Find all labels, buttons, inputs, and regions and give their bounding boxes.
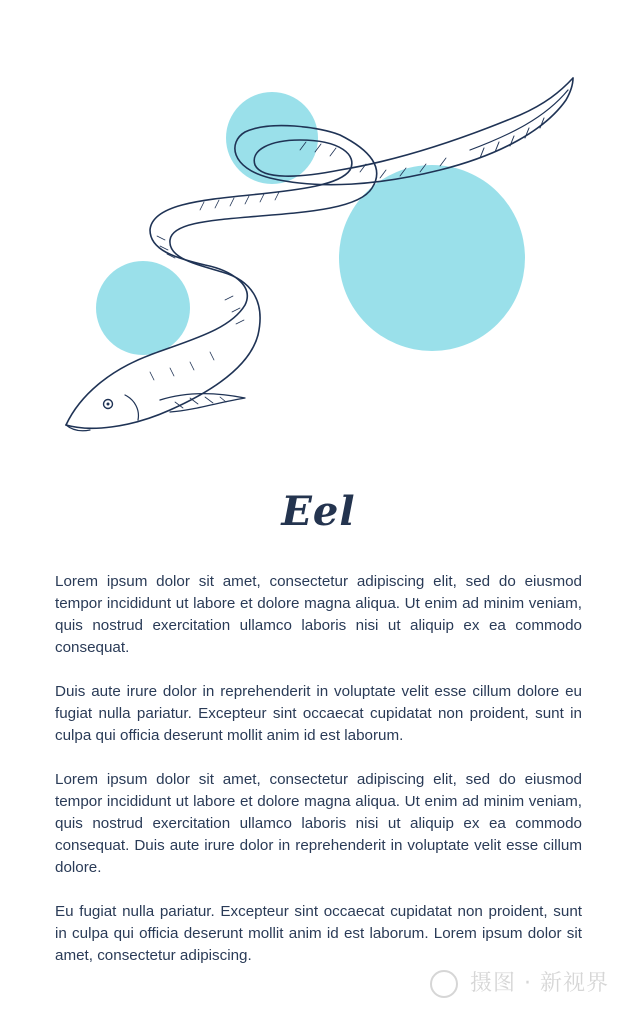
paragraph-2: Duis aute irure dolor in reprehenderit in voluptate velit esse cillum dolore eu fugiat nulla pariatur. Excepteur sint occaecat cupidatat non proident, sunt in culpa qui officia deserunt mollit anim id est laborum. bbox=[55, 683, 582, 744]
watermark-text: 摄图 · 新视界 bbox=[470, 971, 609, 996]
body-text bbox=[55, 571, 582, 989]
watermark-camera-icon bbox=[430, 970, 458, 998]
paragraph-1: Lorem ipsum dolor sit amet, consectetur adipiscing elit, sed do eiusmod tempor incididunt ut labore et dolore magna aliqua. Ut enim ad minim veniam, quis nostrud exercitation ullamco laboris nisi ut aliquip ex ea commodo consequat. bbox=[55, 573, 582, 656]
watermark bbox=[430, 966, 609, 998]
page-title: Eel bbox=[281, 488, 356, 535]
circle-left bbox=[96, 261, 190, 355]
eel-illustration bbox=[0, 0, 637, 470]
paragraph-3: Lorem ipsum dolor sit amet, consectetur adipiscing elit, sed do eiusmod tempor incididunt ut labore et dolore magna aliqua. Ut enim ad minim veniam, quis nostrud exercitation ullamco laboris nisi ut aliquip ex ea commodo consequat. Duis aute irure dolor in reprehenderit in voluptate velit esse cillum dolore. bbox=[55, 771, 582, 876]
circle-top bbox=[226, 92, 318, 184]
paragraph-4: Eu fugiat nulla pariatur. Excepteur sint occaecat cupidatat non proident, sunt in culpa qui officia deserunt mollit anim id est laborum. Lorem ipsum dolor sit amet, consectetur adipiscing. bbox=[55, 903, 582, 964]
